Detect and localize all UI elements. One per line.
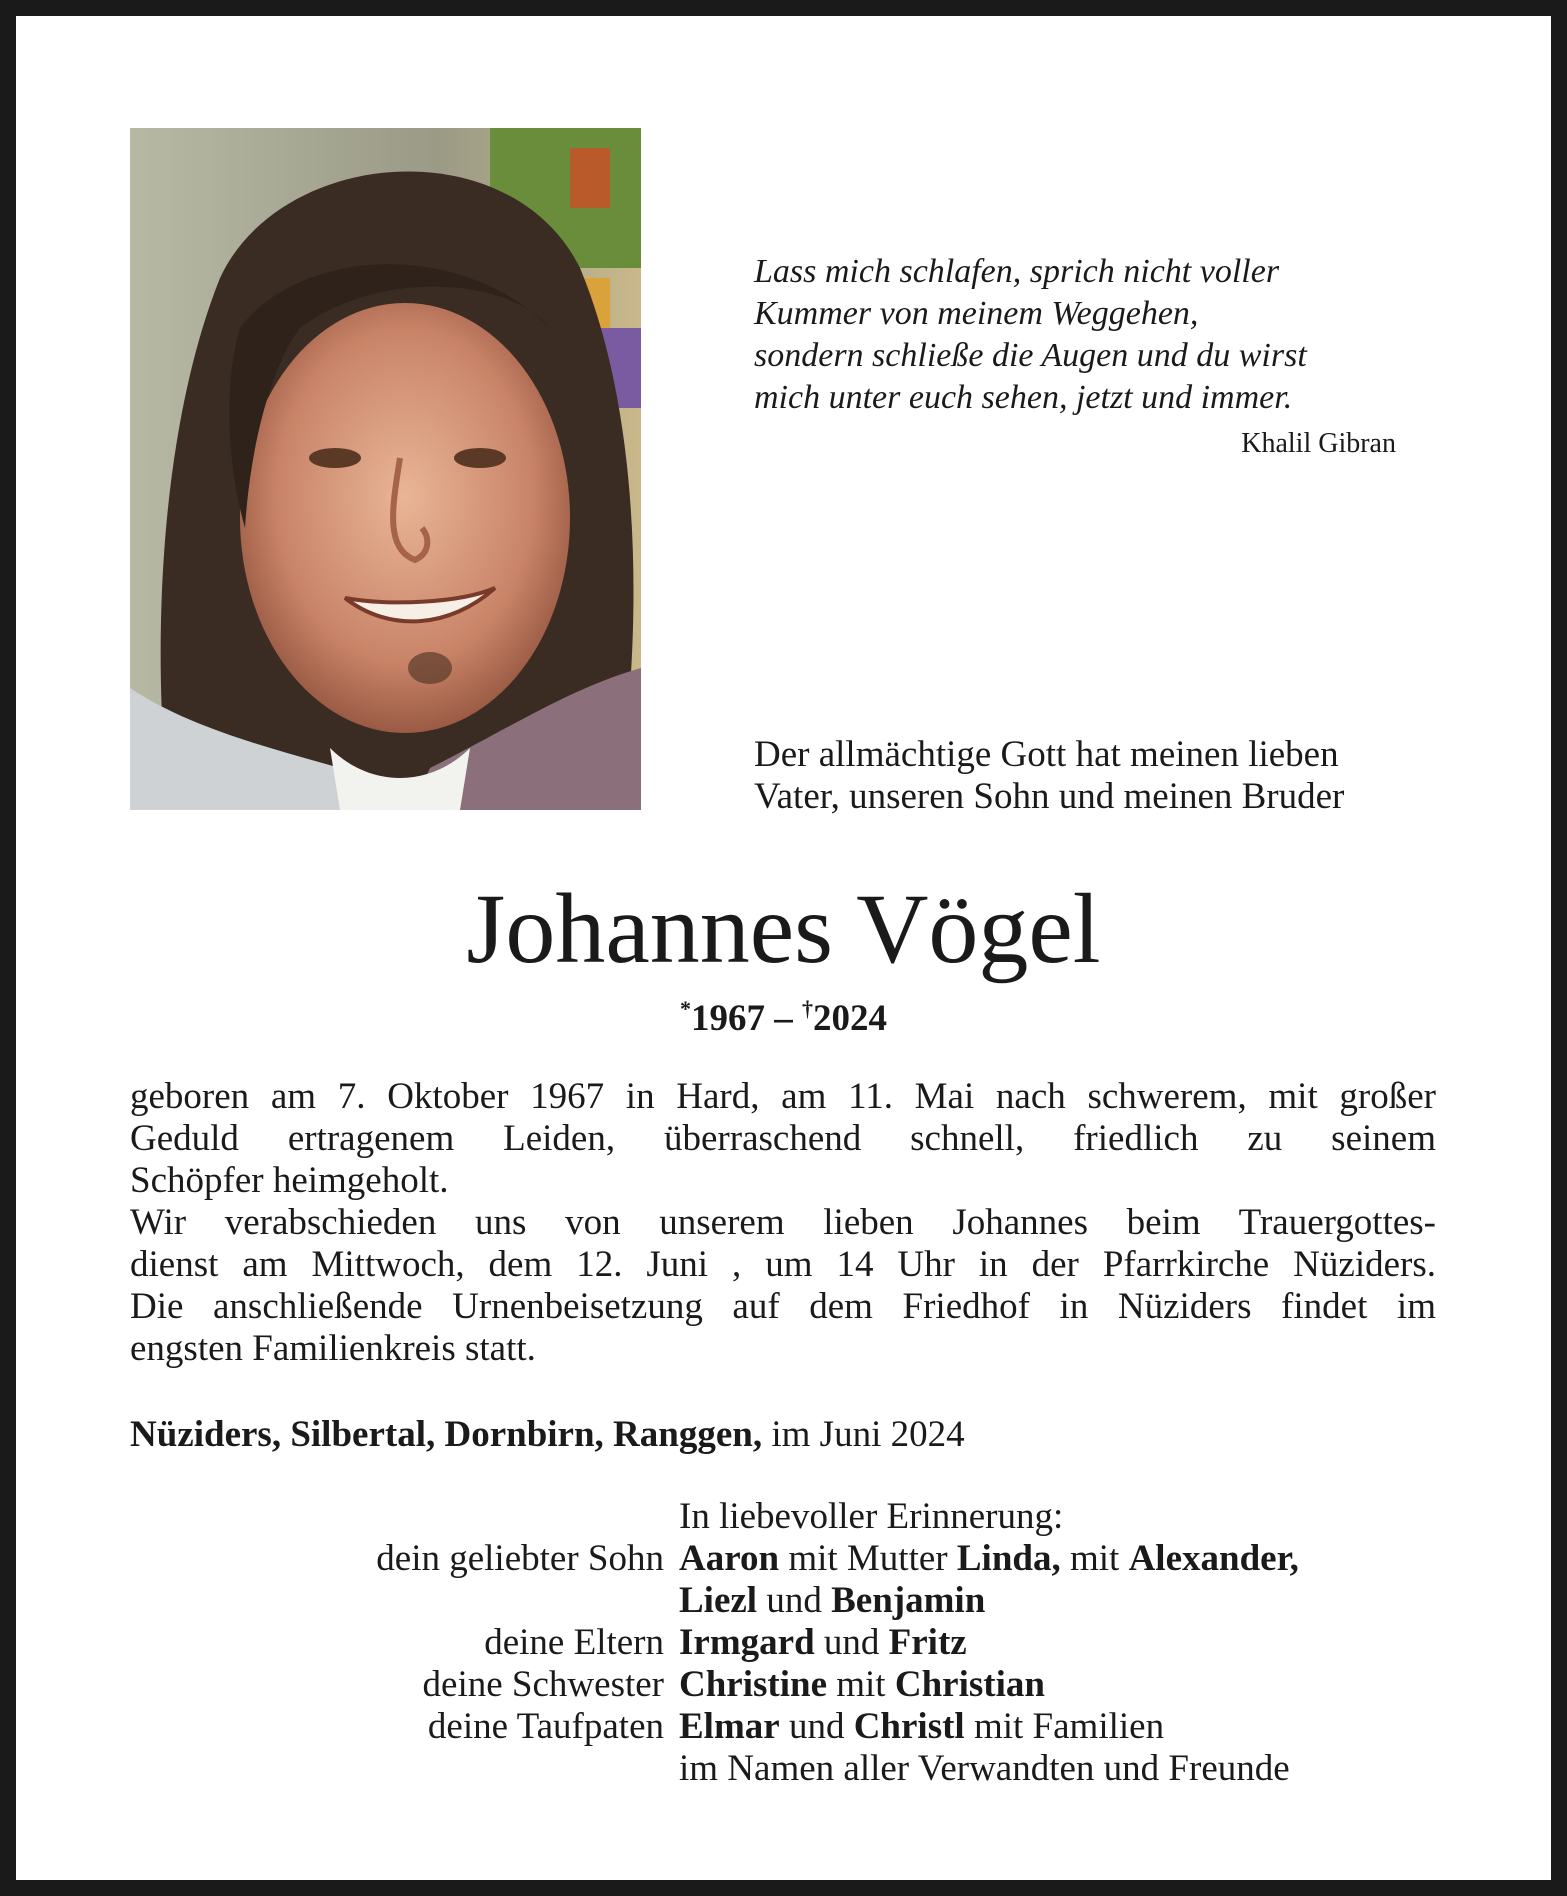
places-line	[130, 1414, 1430, 1456]
quote-line: Lass mich schlafen, sprich nicht voller	[754, 253, 1280, 290]
mourner-name: Liezl	[679, 1580, 758, 1621]
body-line: geboren am 7. Oktober 1967 in Hard, am 11. Mai nach schwerem, mit großer	[130, 1076, 1436, 1117]
place-date: im Juni 2024	[771, 1414, 965, 1455]
mourner-name: Irmgard	[679, 1622, 815, 1663]
connector-text: mit Mutter	[788, 1538, 948, 1579]
relation-label: deine Eltern	[484, 1622, 664, 1663]
body-line: Schöpfer heimgeholt.	[130, 1160, 449, 1201]
body-line: dienst am Mittwoch, dem 12. Juni , um 14 Uhr in der Pfarrkirche Nüziders.	[130, 1244, 1436, 1285]
intro-line: Vater, unseren Sohn und meinen Bruder	[754, 776, 1345, 817]
mourner-name: Linda,	[956, 1538, 1061, 1579]
connector-text: mit	[1069, 1538, 1120, 1579]
connector-text: und	[788, 1706, 845, 1747]
intro-text	[754, 734, 1474, 818]
body-line: Wir verabschieden uns von unserem lieben Johannes beim Trauergottes-	[130, 1202, 1436, 1243]
quote-line: mich unter euch sehen, jetzt und immer.	[754, 379, 1293, 416]
portrait-image	[130, 128, 641, 810]
mourner-row-godparents	[130, 1706, 1436, 1748]
place-names: Nüziders, Silbertal, Dornbirn, Ranggen,	[130, 1414, 763, 1455]
mourner-name: Elmar	[679, 1706, 780, 1747]
body-line: Die anschließende Urnenbeisetzung auf dem Friedhof in Nüziders findet im	[130, 1286, 1436, 1327]
quote-line: Kummer von meinem Weggehen,	[754, 295, 1199, 332]
mourner-name: Alexander,	[1128, 1538, 1299, 1579]
mourner-name: Benjamin	[831, 1580, 986, 1621]
obituary-card	[16, 16, 1551, 1880]
mourner-row-son	[130, 1538, 1436, 1580]
death-year: 2024	[813, 998, 887, 1039]
mourner-name: Fritz	[888, 1622, 967, 1663]
mourner-row-parents	[130, 1622, 1436, 1664]
mourner-row-sister	[130, 1664, 1436, 1706]
mourner-name: Christian	[894, 1664, 1045, 1705]
connector-text: und	[766, 1580, 822, 1621]
mourner-row-son-cont	[130, 1580, 1436, 1622]
life-dates	[16, 996, 1551, 1040]
mourner-row-closing	[130, 1748, 1436, 1790]
portrait-photo	[130, 128, 641, 810]
birth-symbol: *	[680, 996, 691, 1021]
mourners-list	[130, 1496, 1436, 1790]
mourners-heading: In liebevoller Erinnerung:	[679, 1496, 1064, 1537]
death-symbol: †	[802, 996, 813, 1021]
quote	[754, 251, 1434, 419]
body-line: Geduld ertragenem Leiden, überraschend schnell, friedlich zu seinem	[130, 1118, 1436, 1159]
quote-line: sondern schließe die Augen und du wirst	[754, 337, 1307, 374]
obituary-body	[130, 1076, 1436, 1370]
relation-label: deine Taufpaten	[427, 1706, 664, 1747]
mourner-name: Christl	[853, 1706, 965, 1747]
mourner-name: Aaron	[679, 1538, 780, 1579]
deceased-name: Johannes Vögel	[466, 873, 1101, 984]
connector-text: mit	[836, 1664, 886, 1705]
connector-text: und	[823, 1622, 880, 1663]
body-line: engsten Familienkreis statt.	[130, 1328, 536, 1369]
closing-text: im Namen aller Verwandten und Freunde	[679, 1748, 1290, 1789]
quote-author: Khalil Gibran	[1241, 428, 1396, 459]
mourner-name: Christine	[679, 1664, 827, 1705]
birth-year: 1967	[691, 998, 765, 1039]
intro-line: Der allmächtige Gott hat meinen lieben	[754, 734, 1339, 775]
relation-label: dein geliebter Sohn	[376, 1538, 664, 1579]
date-separator: –	[765, 998, 802, 1039]
relation-label: deine Schwester	[422, 1664, 664, 1705]
mourners-heading-row	[130, 1496, 1436, 1538]
connector-text: mit Familien	[973, 1706, 1165, 1747]
